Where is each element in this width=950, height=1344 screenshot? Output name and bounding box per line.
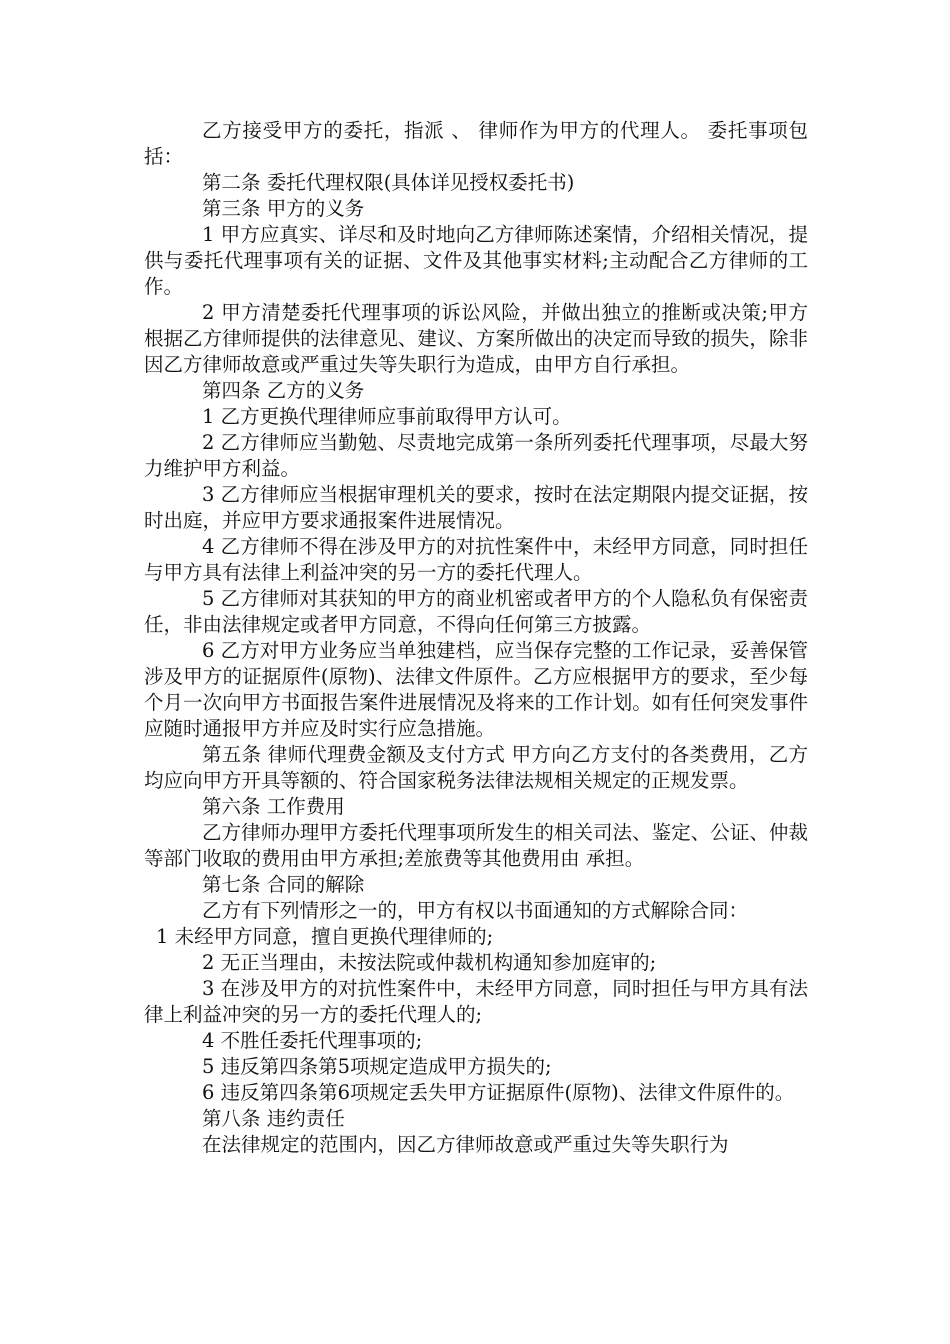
document-page	[144, 118, 808, 1158]
article-3-item-2: 2 甲方清楚委托代理事项的诉讼风险，并做出独立的推断或决策;甲方根据乙方律师提供的法律意见、建议、方案所做出的决定而导致的损失，除非因乙方律师故意或严重过失等失职行为造成，由甲方自行承担。	[144, 301, 808, 376]
article-7-item-5: 5 违反第四条第5项规定造成甲方损失的;	[202, 1055, 552, 1078]
article-7-intro: 乙方有下列情形之一的，甲方有权以书面通知的方式解除合同：	[202, 899, 749, 922]
article-8-heading: 第八条 违约责任	[202, 1107, 345, 1130]
article-4-item-6: 6 乙方对甲方业务应当单独建档，应当保存完整的工作记录，妥善保管涉及甲方的证据原件(原物)、法律文件原件。乙方应根据甲方的要求，至少每个月一次向甲方书面报告案件进展情况及将来的工作计划。如有任何突发事件应随时通报甲方并应及时实行应急措施。	[144, 639, 808, 740]
article-7-item-4: 4 不胜任委托代理事项的;	[202, 1029, 423, 1052]
article-3-heading: 第三条 甲方的义务	[202, 197, 365, 220]
article-7-heading: 第七条 合同的解除	[202, 873, 365, 896]
article-6-paragraph: 乙方律师办理甲方委托代理事项所发生的相关司法、鉴定、公证、仲裁等部门收取的费用由甲方承担;差旅费等其他费用由 承担。	[144, 821, 808, 870]
article-5-paragraph: 第五条 律师代理费金额及支付方式 甲方向乙方支付的各类费用，乙方均应向甲方开具等额的、符合国家税务法律法规相关规定的正规发票。	[144, 743, 808, 792]
article-4-item-5: 5 乙方律师对其获知的甲方的商业机密或者甲方的个人隐私负有保密责任，非由法律规定或者甲方同意，不得向任何第三方披露。	[144, 587, 808, 636]
article-4-item-3: 3 乙方律师应当根据审理机关的要求，按时在法定期限内提交证据，按时出庭，并应甲方要求通报案件进展情况。	[144, 483, 808, 532]
article-4-item-4: 4 乙方律师不得在涉及甲方的对抗性案件中，未经甲方同意，同时担任与甲方具有法律上利益冲突的另一方的委托代理人。	[144, 535, 808, 584]
article-7-item-6: 6 违反第四条第6项规定丢失甲方证据原件(原物)、法律文件原件的。	[202, 1081, 795, 1104]
article-3-item-1: 1 甲方应真实、详尽和及时地向乙方律师陈述案情，介绍相关情况，提供与委托代理事项有关的证据、文件及其他事实材料;主动配合乙方律师的工作。	[144, 223, 808, 298]
article-4-item-1: 1 乙方更换代理律师应事前取得甲方认可。	[202, 405, 572, 428]
article-7-item-3: 3 在涉及甲方的对抗性案件中，未经甲方同意，同时担任与甲方具有法律上利益冲突的另一方的委托代理人的;	[144, 977, 808, 1026]
article-8-paragraph: 在法律规定的范围内，因乙方律师故意或严重过失等失职行为	[202, 1133, 729, 1156]
article-2-heading: 第二条 委托代理权限(具体详见授权委托书)	[202, 171, 575, 194]
paragraph-entrust-intro: 乙方接受甲方的委托，指派 、 律师作为甲方的代理人。 委托事项包括：	[144, 119, 808, 168]
article-4-heading: 第四条 乙方的义务	[202, 379, 365, 402]
article-4-item-2: 2 乙方律师应当勤勉、尽责地完成第一条所列委托代理事项，尽最大努力维护甲方利益。	[144, 431, 808, 480]
article-7-item-1: 1 未经甲方同意，擅自更换代理律师的;	[156, 925, 494, 948]
article-7-item-2: 2 无正当理由，未按法院或仲裁机构通知参加庭审的;	[202, 951, 657, 974]
article-6-heading: 第六条 工作费用	[202, 795, 345, 818]
